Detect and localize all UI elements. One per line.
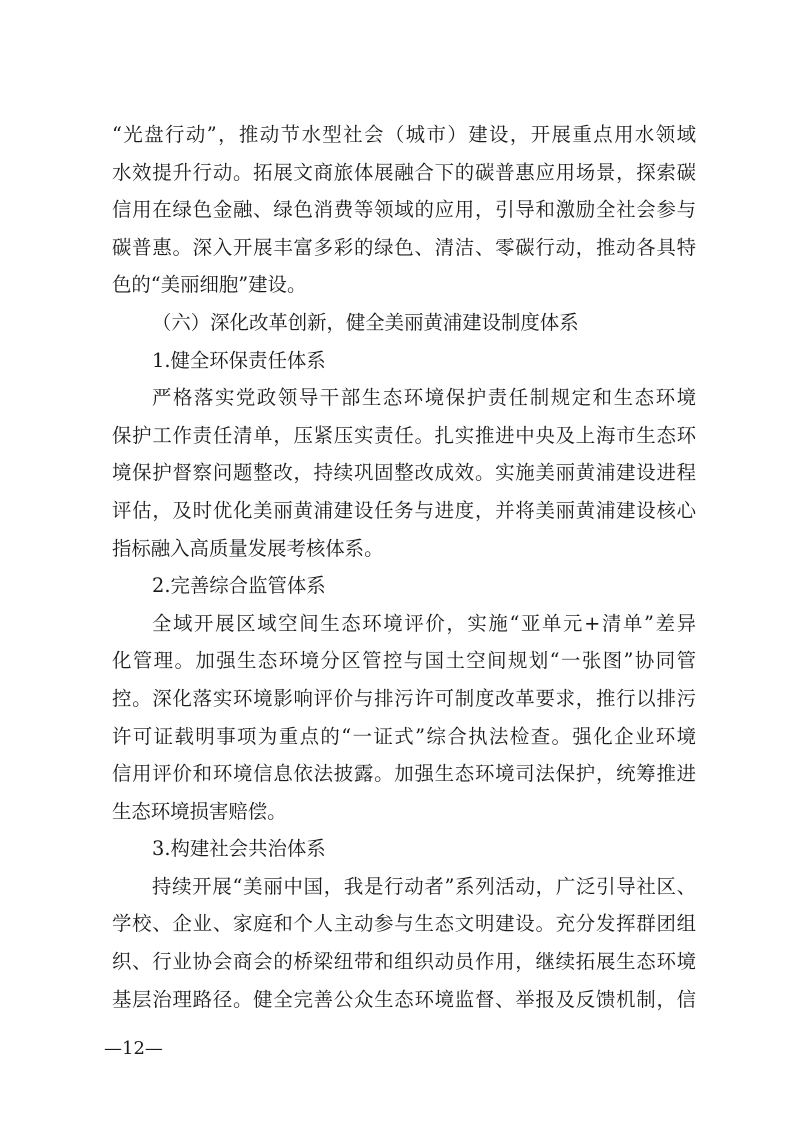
text-line: 境保护督察问题整改，持续巩固整改成效。实施美丽黄浦建设进程 [112,461,696,485]
text-line: 指标融入高质量发展考核体系。 [112,536,384,560]
text-line: 控。深化落实环境影响评价与排污许可制度改革要求，推行以排污 [112,686,696,710]
subsection-heading: 2.完善综合监管体系 [152,574,326,598]
subsection-heading: 3.构建社会共治体系 [152,837,326,861]
text-line: 化管理。加强生态环境分区管控与国土空间规划“一张图”协同管 [112,649,696,673]
text-line: 严格落实党政领导干部生态环境保护责任制规定和生态环境 [152,386,696,410]
text-line: 碳普惠。深入开展丰富多彩的绿色、清洁、零碳行动，推动各具特 [112,235,696,259]
text-line: 生态环境损害赔偿。 [112,799,287,823]
text-line: 信用在绿色金融、绿色消费等领域的应用，引导和激励全社会参与 [112,198,696,222]
text-line: 持续开展“美丽中国，我是行动者”系列活动，广泛引导社区、 [152,874,696,898]
text-line: 织、行业协会商会的桥梁纽带和组织动员作用，继续拓展生态环境 [112,950,696,974]
text-line: 全域开展区域空间生态环境评价，实施“亚单元+清单”差异 [152,611,696,635]
text-line: 色的“美丽细胞”建设。 [112,273,307,297]
section-heading: （六）深化改革创新，健全美丽黄浦建设制度体系 [152,310,579,334]
document-body [112,116,696,1018]
text-line: 学校、企业、家庭和个人主动参与生态文明建设。充分发挥群团组 [112,912,696,936]
page-number: —12— [104,1038,163,1059]
text-line: 评估，及时优化美丽黄浦建设任务与进度，并将美丽黄浦建设核心 [112,498,696,522]
text-line: 许可证载明事项为重点的“一证式”综合执法检查。强化企业环境 [112,724,696,748]
text-line: “光盘行动”，推动节水型社会（城市）建设，开展重点用水领域 [112,123,696,146]
subsection-heading: 1.健全环保责任体系 [152,348,326,372]
text-line: 保护工作责任清单，压紧压实责任。扎实推进中央及上海市生态环 [112,423,696,447]
text-line: 基层治理路径。健全完善公众生态环境监督、举报及反馈机制，信 [112,987,696,1011]
text-line: 信用评价和环境信息依法披露。加强生态环境司法保护，统筹推进 [112,762,696,786]
text-line: 水效提升行动。拓展文商旅体展融合下的碳普惠应用场景，探索碳 [112,160,696,184]
